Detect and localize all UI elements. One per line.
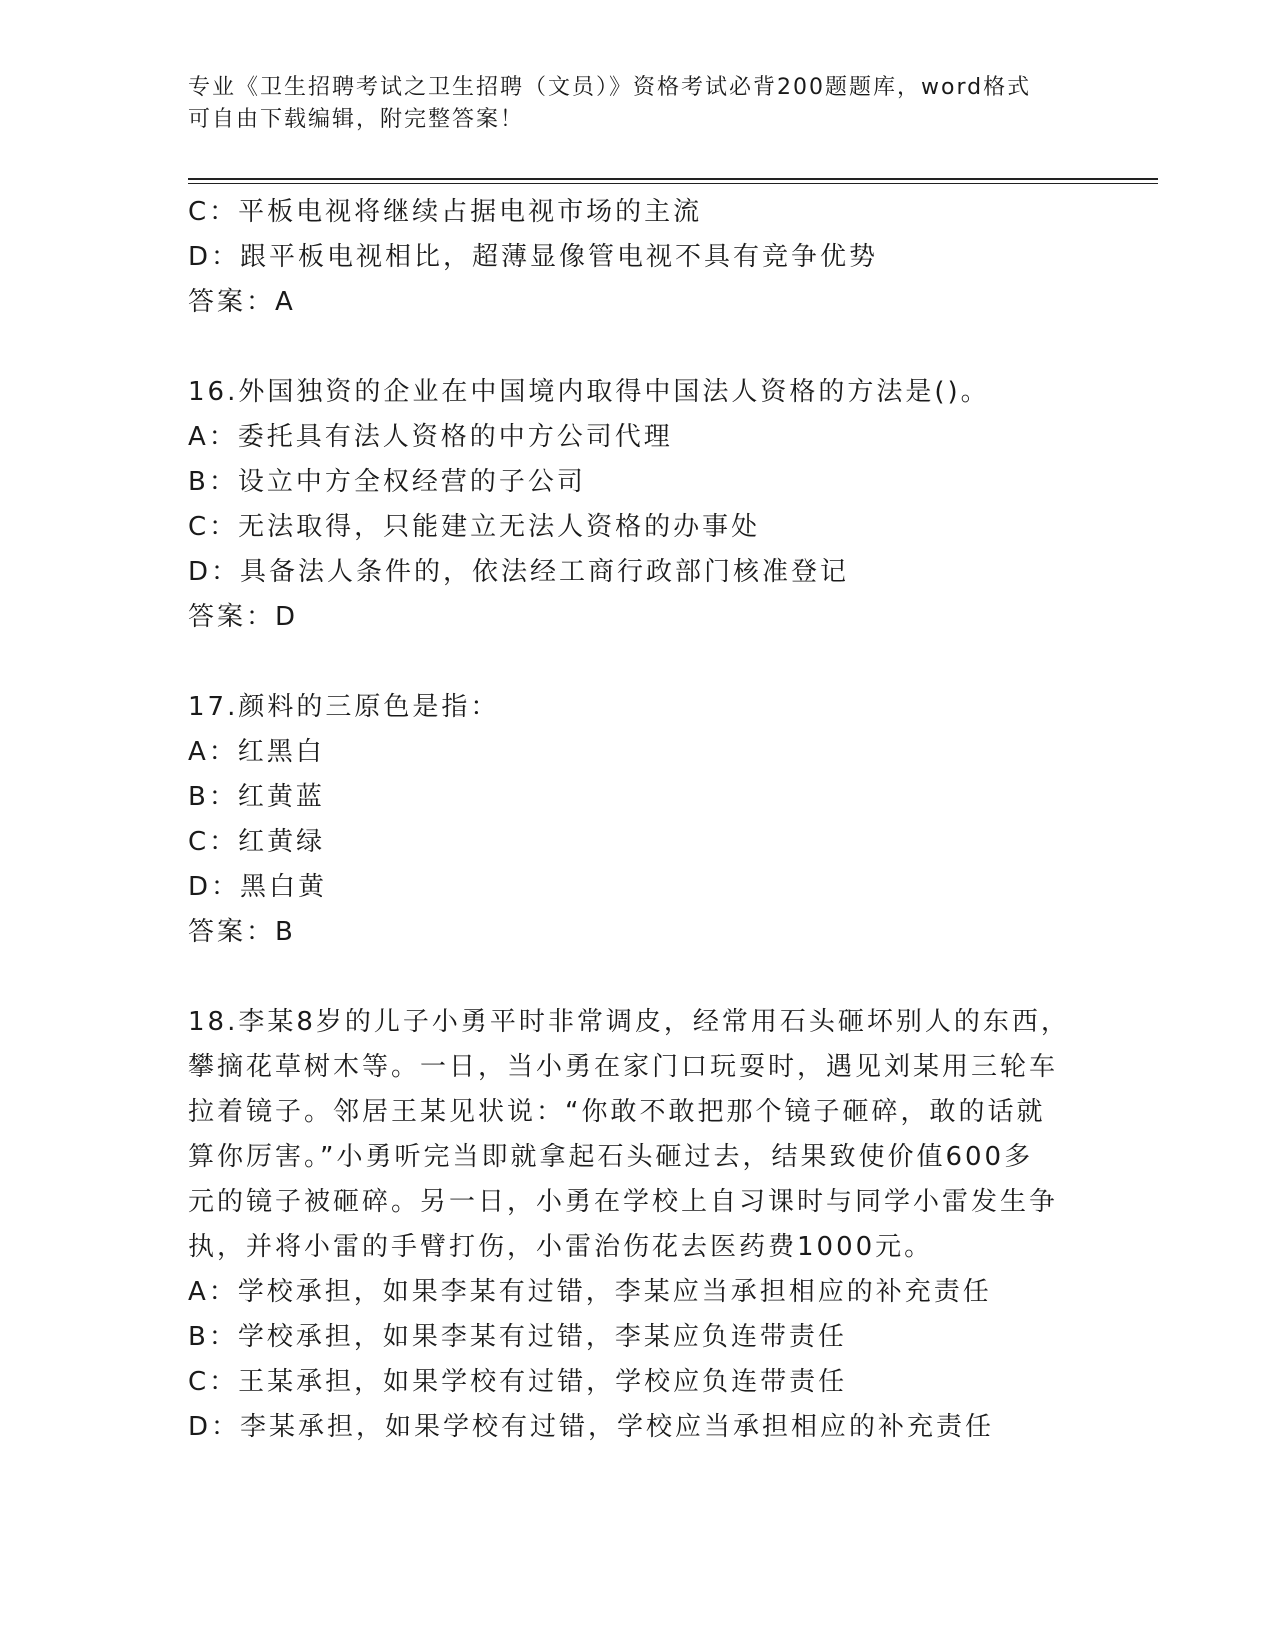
q17-answer: 答案：B [188, 917, 296, 947]
question-15 [188, 190, 1068, 325]
q18-option-a: A：学校承担，如果李某有过错，李某应当承担相应的补充责任 [188, 1277, 992, 1307]
q17-question: 17.颜料的三原色是指： [188, 692, 500, 722]
q17-option-d: D：黑白黄 [188, 872, 328, 902]
question-content [188, 190, 1068, 1450]
q15-option-c: C：平板电视将继续占据电视市场的主流 [188, 197, 703, 227]
q15-option-d: D：跟平板电视相比，超薄显像管电视不具有竞争优势 [188, 242, 879, 272]
document-header [188, 72, 1068, 136]
q16-option-b: B：设立中方全权经营的子公司 [188, 467, 586, 497]
q18-question-line: 拉着镜子。邻居王某见状说：“你敢不敢把那个镜子砸碎，敢的话就 [188, 1097, 1046, 1127]
q17-option-b: B：红黄蓝 [188, 782, 325, 812]
header-divider-thin [188, 183, 1158, 184]
q18-option-d: D：李某承担，如果学校有过错，学校应当承担相应的补充责任 [188, 1412, 995, 1442]
q18-question-line: 18.李某8岁的儿子小勇平时非常调皮，经常用石头砸坏别人的东西， [188, 1007, 1070, 1037]
q18-option-c: C：王某承担，如果学校有过错，学校应负连带责任 [188, 1367, 848, 1397]
spacer [188, 325, 1068, 370]
q16-answer: 答案：D [188, 602, 299, 632]
q16-question: 16.外国独资的企业在中国境内取得中国法人资格的方法是()。 [188, 377, 990, 407]
q16-option-d: D：具备法人条件的，依法经工商行政部门核准登记 [188, 557, 850, 587]
q18-question-line: 攀摘花草树木等。一日，当小勇在家门口玩耍时，遇见刘某用三轮车 [188, 1052, 1059, 1082]
q15-answer: 答案：A [188, 287, 296, 317]
question-16 [188, 370, 1068, 640]
q16-option-a: A：委托具有法人资格的中方公司代理 [188, 422, 673, 452]
q16-option-c: C：无法取得，只能建立无法人资格的办事处 [188, 512, 761, 542]
q18-question-line: 执，并将小雷的手臂打伤，小雷治伤花去医药费1000元。 [188, 1232, 934, 1262]
question-18 [188, 1000, 1068, 1450]
q17-option-a: A：红黑白 [188, 737, 325, 767]
spacer [188, 955, 1068, 1000]
q18-option-b: B：学校承担，如果李某有过错，李某应负连带责任 [188, 1322, 847, 1352]
header-line-2: 可自由下载编辑，附完整答案！ [188, 107, 525, 132]
question-17 [188, 685, 1068, 955]
header-line-1: 专业《卫生招聘考试之卫生招聘（文员）》资格考试必背200题题库，word格式 [188, 75, 1032, 100]
q18-question-line: 算你厉害。”小勇听完当即就拿起石头砸过去，结果致使价值600多 [188, 1142, 1034, 1172]
spacer [188, 640, 1068, 685]
q17-option-c: C：红黄绿 [188, 827, 326, 857]
q18-question-line: 元的镜子被砸碎。另一日，小勇在学校上自习课时与同学小雷发生争 [188, 1187, 1059, 1217]
header-divider-thick [188, 178, 1158, 180]
